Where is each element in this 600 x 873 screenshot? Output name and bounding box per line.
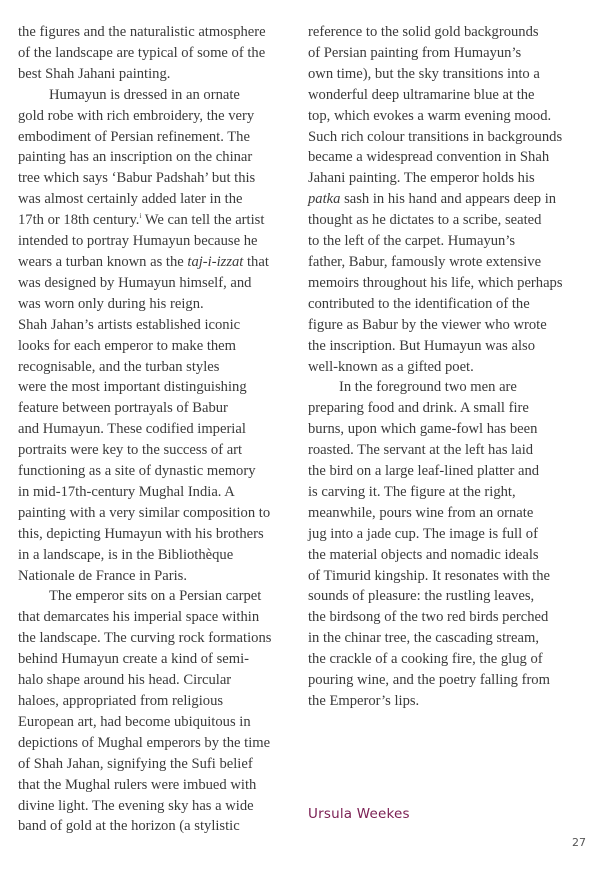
text-line: own time), but the sky transitions into a (308, 65, 540, 82)
text-line: the bird on a large leaf-lined platter and (308, 463, 540, 480)
text-line: depictions of Mughal emperors by the time (18, 734, 271, 751)
paragraph-2 (18, 85, 288, 587)
text-line: haloes, appropriated from religious (18, 693, 224, 709)
page-number: 27 (572, 836, 586, 849)
text-segment: 17th or 18th century. (18, 212, 140, 229)
text-line: the crackle of a cooking fire, the glug of (308, 651, 543, 668)
text-segment: that (243, 253, 269, 270)
text-line: is carving it. The figure at the right, (308, 483, 516, 500)
text-line: the landscape. The curving rock formations (18, 630, 272, 647)
text-line: that demarcates his imperial space within (18, 609, 260, 626)
text-line: preparing food and drink. A small fire (308, 400, 529, 417)
text-segment: wears a turban known as the (18, 253, 188, 270)
text-line: Humayun is dressed in an ornate (49, 86, 240, 103)
text-line: of Shah Jahan, signifying the Sufi belief (18, 755, 253, 772)
text-line: father, Babur, famously wrote extensive (308, 253, 542, 270)
text-line: Nationale de France in Paris. (18, 567, 187, 584)
text-line: looks for each emperor to make them (18, 337, 237, 354)
text-line: became a widespread convention in Shah (308, 149, 550, 166)
text-line: European art, had become ubiquitous in (18, 713, 251, 730)
text-line (18, 210, 288, 231)
text-line: contributed to the identification of the (308, 295, 530, 312)
text-line: were the most important distinguishing (18, 379, 247, 396)
text-line: was almost certainly added later in the (18, 191, 243, 208)
text-line: and Humayun. These codified imperial (18, 421, 246, 438)
text-line: in mid-17th-century Mughal India. A (18, 483, 235, 500)
text-line: the Emperor’s lips. (308, 693, 420, 709)
text-line: tree which says ‘Babur Padshah’ but this (18, 170, 256, 187)
text-line: In the foreground two men are (339, 379, 517, 396)
text-line: Shah Jahan’s artists established iconic (18, 316, 241, 333)
right-column (308, 22, 580, 712)
text-line: recognisable, and the turban styles (18, 358, 220, 375)
text-line: embodiment of Persian refinement. The (18, 128, 250, 145)
footnote-marker[interactable]: i (139, 212, 142, 221)
text-line: gold robe with rich embroidery, the very (18, 107, 255, 124)
text-line: thought as he dictates to a scribe, seated (308, 212, 542, 229)
text-line: that the Mughal rulers were imbued with (18, 776, 257, 793)
text-line: feature between portrayals of Babur (18, 400, 228, 417)
text-line: the inscription. But Humayun was also (308, 337, 535, 354)
italic-term: taj-i-izzat (187, 253, 244, 270)
text-line: in the chinar tree, the cascading stream, (308, 630, 539, 647)
text-line: well-known as a gifted poet. (308, 358, 474, 375)
text-line: jug into a jade cup. The image is full of (308, 525, 538, 542)
text-line: painting has an inscription on the chinar (18, 149, 253, 166)
text-line: portraits were key to the success of art (18, 442, 243, 459)
text-line: roasted. The servant at the left has laid (308, 442, 534, 459)
text-line: was worn only during his reign. (18, 295, 204, 312)
text-line: this, depicting Humayun with his brothers (18, 525, 264, 542)
text-line: of Timurid kingship. It resonates with the (308, 567, 551, 584)
text-line: halo shape around his head. Circular (18, 672, 232, 689)
text-line: behind Humayun create a kind of semi- (18, 651, 249, 668)
left-column (18, 22, 288, 837)
text-line: the material objects and nomadic ideals (308, 546, 539, 563)
text-line: of Persian painting from Humayun’s (308, 44, 522, 61)
text-line: burns, upon which game-fowl has been (308, 421, 538, 438)
text-line (308, 189, 580, 210)
paragraph-continued (308, 22, 580, 377)
text-line: reference to the solid gold backgrounds (308, 24, 539, 40)
text-line: the birdsong of the two red birds perched (308, 609, 549, 626)
text-line (18, 252, 288, 273)
paragraph-1 (18, 22, 288, 85)
author-name: Ursula Weekes (308, 806, 410, 822)
text-line: of the landscape are typical of some of the (18, 44, 266, 61)
text-line: functioning as a site of dynastic memory (18, 463, 256, 480)
text-segment: sash in his hand and appears deep in (340, 191, 557, 208)
text-line: Jahani painting. The emperor holds his (308, 170, 535, 187)
text-line: best Shah Jahani painting. (18, 65, 171, 82)
text-line: pouring wine, and the poetry falling from (308, 672, 550, 689)
text-line: figure as Babur by the viewer who wrote (308, 316, 547, 333)
text-line: was designed by Humayun himself, and (18, 274, 252, 291)
text-line: top, which evokes a warm evening mood. (308, 107, 552, 124)
text-segment: We can tell the artist (141, 212, 265, 229)
paragraph-4 (308, 377, 580, 712)
text-line: in a landscape, is in the Bibliothèque (18, 546, 234, 563)
paragraph-3 (18, 586, 288, 837)
text-line: band of gold at the horizon (a stylistic (18, 818, 240, 835)
text-line: intended to portray Humayun because he (18, 233, 258, 250)
text-line: The emperor sits on a Persian carpet (49, 588, 262, 605)
text-line: to the left of the carpet. Humayun’s (308, 233, 516, 250)
text-line: sounds of pleasure: the rustling leaves, (308, 588, 535, 605)
text-line: meanwhile, pours wine from an ornate (308, 504, 534, 521)
italic-term: patka (308, 191, 341, 208)
text-line: wonderful deep ultramarine blue at the (308, 86, 535, 103)
text-line: memoirs throughout his life, which perhaps (308, 274, 563, 291)
text-line: divine light. The evening sky has a wide (18, 797, 254, 814)
text-line: the figures and the naturalistic atmosphere (18, 24, 266, 40)
text-line: Such rich colour transitions in backgrounds (308, 128, 563, 145)
text-line: painting with a very similar composition to (18, 504, 271, 521)
